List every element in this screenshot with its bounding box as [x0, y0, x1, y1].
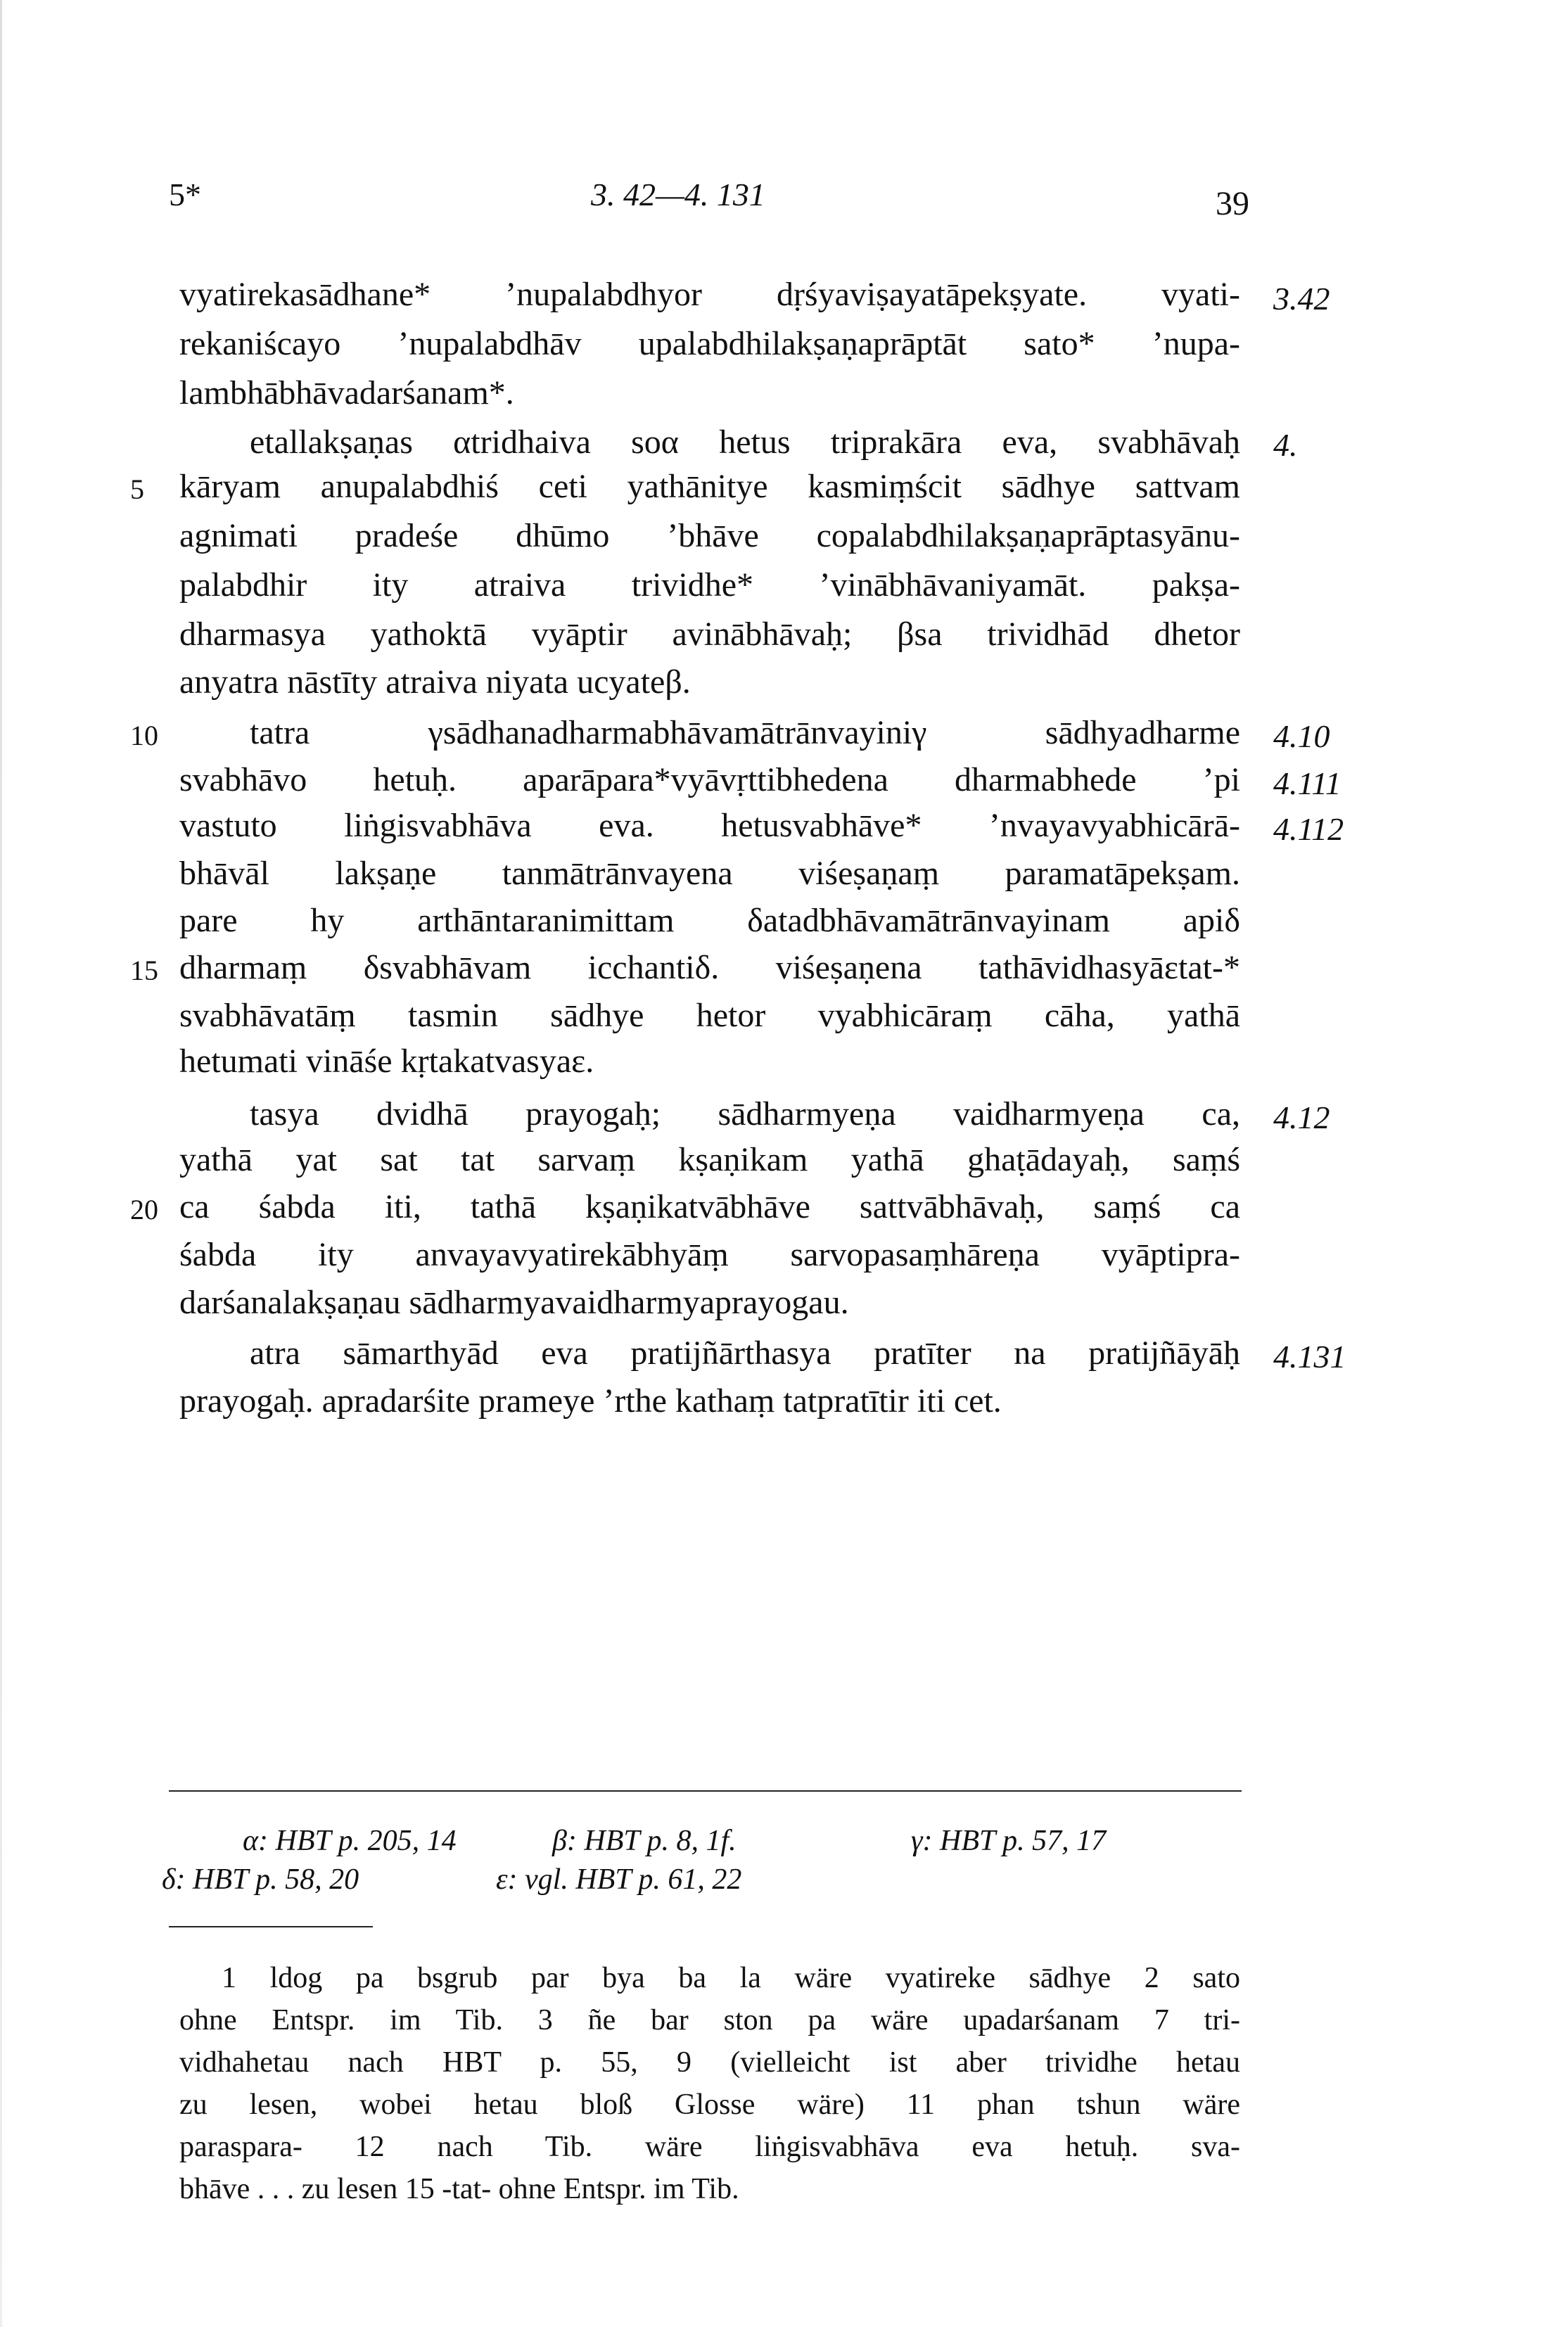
source-note: γ: HBT p. 57, 17: [911, 1825, 1107, 1857]
notes-rule: [169, 1926, 373, 1927]
text-line: palabdhir ity atraiva trividhe* ’vinābhāvaniyamāt. pakṣa-: [179, 566, 1240, 604]
text-line: anyatra nāstīty atraiva niyata ucyateβ.: [179, 663, 691, 701]
text-line: atra sāmarthyād eva pratijñārthasya pratīter na pratijñāyāḥ: [250, 1334, 1240, 1372]
note-line: 1 ldog pa bsgrub par bya ba la wäre vyatireke sādhye 2 sato: [222, 1962, 1240, 1994]
text-line: ca śabda iti, tathā kṣaṇikatvābhāve sattvābhāvaḥ, saṃś ca: [179, 1188, 1240, 1225]
text-line: lambhābhāvadarśanam*.: [179, 374, 514, 412]
text-line: vyatirekasādhane* ’nupalabdhyor dṛśyaviṣayatāpekṣyate. vyati-: [179, 276, 1240, 313]
text-line: śabda ity anvayavyatirekābhyāṃ sarvopasaṃhāreṇa vyāptipra-: [179, 1236, 1240, 1273]
source-note: α: HBT p. 205, 14: [243, 1825, 457, 1857]
text-line: prayogaḥ. apradarśite prameye ’rthe kathaṃ tatpratītir iti cet.: [179, 1382, 1002, 1420]
text-line: etallakṣaṇas αtridhaiva soα hetus triprakāra eva, svabhāvaḥ: [250, 423, 1240, 461]
source-note: δ: HBT p. 58, 20: [162, 1863, 359, 1896]
text-line: rekaniścayo ’nupalabdhāv upalabdhilakṣaṇaprāptāt sato* ’nupa-: [179, 325, 1240, 362]
text-line: svabhāvo hetuḥ. aparāpara*vyāvṛttibhedena dharmabhede ’pi: [179, 761, 1240, 798]
line-number: 10: [130, 720, 158, 751]
page-number: 39: [1216, 185, 1249, 222]
source-note: β: HBT p. 8, 1f.: [552, 1825, 737, 1857]
note-line: paraspara- 12 nach Tib. wäre liṅgisvabhāva eva hetuḥ. sva-: [179, 2131, 1240, 2163]
margin-reference: 4.131: [1273, 1339, 1346, 1375]
margin-reference: 4.12: [1273, 1099, 1330, 1135]
margin-reference: 4.112: [1273, 811, 1344, 847]
source-note: ε: vgl. HBT p. 61, 22: [496, 1863, 742, 1896]
margin-reference: 3.42: [1273, 281, 1330, 317]
apparatus-rule: [169, 1790, 1242, 1792]
running-head: 3. 42—4. 131: [591, 177, 765, 212]
text-line: tatra γsādhanadharmabhāvamātrānvayiniγ sādhyadharme: [250, 714, 1240, 751]
text-line: dharmasya yathoktā vyāptir avinābhāvaḥ; βsa trividhād dhetor: [179, 616, 1240, 653]
margin-reference: 4.111: [1273, 765, 1341, 801]
note-line: zu lesen, wobei hetau bloß Glosse wäre) 11 phan tshun wäre: [179, 2089, 1240, 2121]
text-line: agnimati pradeśe dhūmo ’bhāve copalabdhilakṣaṇaprāptasyānu-: [179, 517, 1240, 554]
margin-reference: 4.: [1273, 427, 1298, 463]
margin-reference: 4.10: [1273, 718, 1330, 754]
text-line: hetumati vināśe kṛtakatvasyaε.: [179, 1043, 594, 1080]
text-line: vastuto liṅgisvabhāva eva. hetusvabhāve* ’nvayavyabhicārā-: [179, 807, 1240, 844]
signature-mark: 5*: [169, 177, 201, 212]
note-line: ohne Entspr. im Tib. 3 ñe bar ston pa wäre upadarśanam 7 tri-: [179, 2004, 1240, 2036]
line-number: 15: [130, 955, 158, 986]
text-line: bhāvāl lakṣaṇe tanmātrānvayena viśeṣaṇaṃ paramatāpekṣam.: [179, 855, 1240, 892]
text-line: kāryam anupalabdhiś ceti yathānitye kasmiṃścit sādhye sattvam: [179, 468, 1240, 505]
note-line: bhāve . . . zu lesen 15 -tat- ohne Entspr. im Tib.: [179, 2173, 739, 2205]
note-line: vidhahetau nach HBT p. 55, 9 (vielleicht ist aber trividhe hetau: [179, 2046, 1240, 2079]
text-line: tasya dvidhā prayogaḥ; sādharmyeṇa vaidharmyeṇa ca,: [250, 1095, 1240, 1133]
text-line: darśanalakṣaṇau sādharmyavaidharmyaprayogau.: [179, 1284, 849, 1321]
text-line: pare hy arthāntaranimittam δatadbhāvamātrānvayinam apiδ: [179, 902, 1240, 939]
text-line: yathā yat sat tat sarvaṃ kṣaṇikam yathā ghaṭādayaḥ, saṃś: [179, 1141, 1240, 1178]
text-line: dharmaṃ δsvabhāvam icchantiδ. viśeṣaṇena tathāvidhasyāεtat-*: [179, 949, 1240, 986]
line-number: 20: [130, 1194, 158, 1225]
text-line: svabhāvatāṃ tasmin sādhye hetor vyabhicāraṃ cāha, yathā: [179, 997, 1240, 1034]
scan-edge: [0, 0, 2, 2327]
line-number: 5: [130, 473, 144, 505]
